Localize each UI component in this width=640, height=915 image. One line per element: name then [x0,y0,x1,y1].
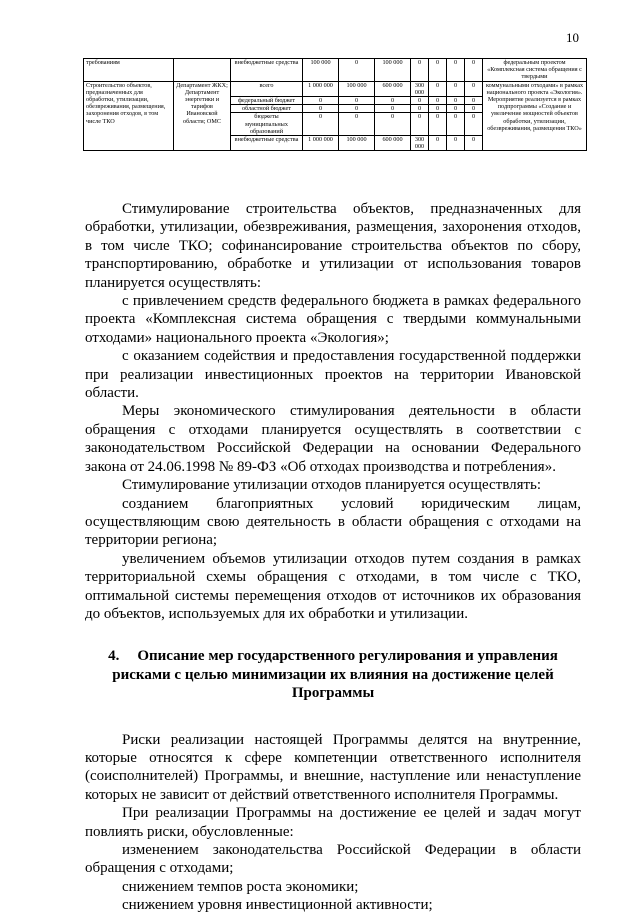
section-title: Описание мер государственного регулирования и управления рисками с целью минимизации их влияния на достижение целей Программы [112,648,558,702]
table-cell: 0 [465,97,483,105]
section-number: 4. [108,648,120,665]
table-cell: федеральным проектом «Комплексная система обращения с твердыми [483,59,587,82]
table-cell: федеральный бюджет [231,97,303,105]
table-cell: коммунальными отходами» в рамках национального проекта «Экология». Мероприятие реализуется в рамках подпрограммы «Создание и увеличение мощностей объектов обработки, утилизации, обезвреживания, размещения ТКО» [483,81,587,151]
table-cell: 600 000 [375,81,411,96]
table-cell: 0 [447,81,465,96]
table-cell: Департамент ЖКХ; Департамент энергетики и тарифов Ивановской области; ОМС [174,81,231,151]
table-cell: всего [231,81,303,96]
paragraph: изменением законодательства Российской Федерации в области обращения с отходами; [85,842,581,877]
table-cell: 1 000 000 [303,136,339,151]
table-row [84,59,587,82]
table-cell: 0 [429,105,447,113]
table-cell: 0 [447,105,465,113]
table-cell: 0 [429,59,447,82]
table-cell: 0 [429,113,447,136]
table-cell: 0 [465,105,483,113]
table-cell: 100 000 [339,136,375,151]
table-cell: 0 [339,97,375,105]
table-cell: 100 000 [375,59,411,82]
paragraph: Стимулирование строительства объектов, предназначенных для обработки, утилизации, обезвреживания, размещения, захоронения отходов, в том числе ТКО; софинансирование строительства объектов по сбору, транспортированию, обработке и утилизации от использования товаров планируется осуществлять: [85,201,581,291]
table-cell: 0 [429,81,447,96]
table-cell: 0 [465,81,483,96]
table-cell: 100 000 [303,59,339,82]
table-row [84,81,587,96]
page-number: 10 [566,30,579,45]
document-body [85,200,581,915]
paragraph: созданием благоприятных условий юридическим лицам, осуществляющим свою деятельность в области обращения с отходами на территории региона; [85,495,581,549]
table-cell: 300 000 [411,136,429,151]
table-cell: 0 [339,113,375,136]
table-cell: 0 [375,113,411,136]
paragraph: Стимулирование утилизации отходов планируется осуществлять: [122,477,542,494]
table-cell: внебюджетные средства [231,59,303,82]
table-cell: Строительство объектов, предназначенных для обработки, утилизации, обезвреживания, размещения, захоронения отходов, в том числе ТКО [84,81,174,151]
table-cell: 1 000 000 [303,81,339,96]
table-cell: 0 [447,59,465,82]
table-cell: 300 000 [411,81,429,96]
table-cell: 0 [375,97,411,105]
table-cell: 0 [465,113,483,136]
table-cell: 0 [447,113,465,136]
table-cell: 0 [339,59,375,82]
table-cell: 0 [303,105,339,113]
table-cell: 0 [429,97,447,105]
table-cell: 0 [375,105,411,113]
paragraph: При реализации Программы на достижение ее целей и задач могут повлиять риски, обусловленные: [85,805,581,840]
table-cell: бюджеты муниципальных образований [231,113,303,136]
table-cell: 600 000 [375,136,411,151]
table-cell: 0 [447,136,465,151]
paragraph: снижением темпов роста экономики; [122,878,359,895]
paragraph: с привлечением средств федерального бюджета в рамках федерального проекта «Комплексная система обращения с твердыми коммунальными отходами» национального проекта «Экология»; [85,293,581,346]
table-cell: 0 [339,105,375,113]
table-cell: 0 [465,59,483,82]
paragraph: снижением уровня инвестиционной активности; [122,897,433,914]
table-cell: требованиям [84,59,174,82]
paragraph: Меры экономического стимулирования деятельности в области обращения с отходами планируется осуществлять в соответствии с законодательством Российской Федерации на основании Федерального закона от 24.06.1998 № 89-ФЗ «Об отходах производства и потребления». [85,403,581,475]
section-heading [85,647,581,702]
paragraph: увеличением объемов утилизации отходов путем создания в рамках территориальной схемы обращения с отходами, в том числе с ТКО, оптимальной системы перемещения отходов от источников их образования до объектов, используемых для их обработки и утилизации. [85,550,581,622]
table-cell [174,59,231,82]
table-cell: 100 000 [339,81,375,96]
table-cell: 0 [411,97,429,105]
paragraph: с оказанием содействия и предоставления государственной поддержки при реализации инвестиционных проектов на территории Ивановской области. [85,348,581,402]
table-cell: 0 [447,97,465,105]
budget-table [83,58,587,151]
table-cell: 0 [465,136,483,151]
table-cell: 0 [411,59,429,82]
table-cell: 0 [303,97,339,105]
table-cell: 0 [411,105,429,113]
table-cell: 0 [429,136,447,151]
table-cell: 0 [411,113,429,136]
paragraph: Риски реализации настоящей Программы делятся на внутренние, которые относятся к сфере компетенции ответственного исполнителя (соисполнителей) Программы, и внешние, наступление или ненаступление которых не зависит от действий ответственного исполнителя Программы. [85,731,581,803]
table-cell: областной бюджет [231,105,303,113]
table-cell: 0 [303,113,339,136]
table-cell: внебюджетные средства [231,136,303,151]
